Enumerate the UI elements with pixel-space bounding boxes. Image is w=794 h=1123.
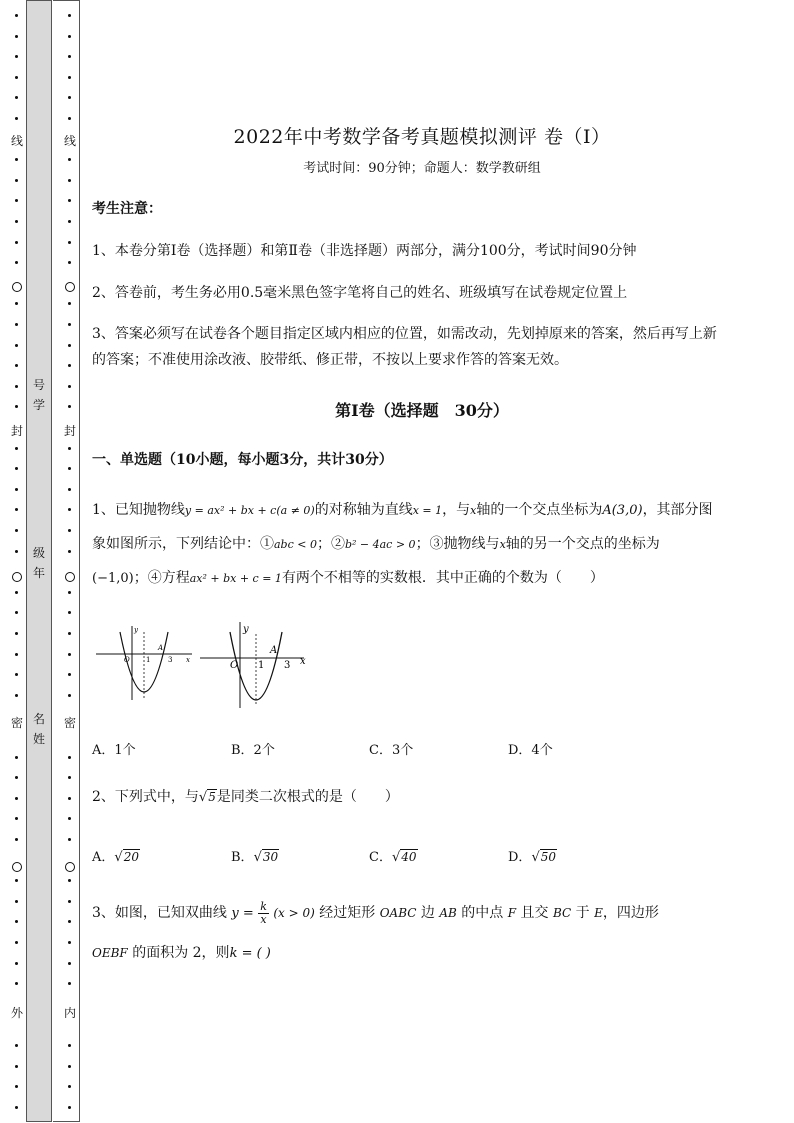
notice-item-1: 1、本卷分第Ⅰ卷（选择题）和第Ⅱ卷（非选择题）两部分，满分100分，考试时间90分钟 bbox=[92, 243, 637, 259]
margin-dot bbox=[68, 323, 71, 326]
notice-item-3-cont: 的答案；不准使用涂改液、胶带纸、修正带，不按以上要求作答的答案无效。 bbox=[92, 352, 568, 368]
margin-dot bbox=[15, 879, 18, 882]
page-title: 2022年中考数学备考真题模拟测评 卷（Ⅰ） bbox=[233, 126, 611, 148]
q3-stem-line-2 bbox=[92, 940, 752, 967]
margin-dot bbox=[15, 1044, 18, 1047]
graph1-3-label: 3 bbox=[168, 656, 173, 664]
margin-dot bbox=[15, 467, 18, 470]
margin-dot bbox=[15, 529, 18, 532]
margin-dot bbox=[15, 632, 18, 635]
margin-dot bbox=[68, 797, 71, 800]
margin-dot bbox=[68, 611, 71, 614]
graph2-1-label: 1 bbox=[258, 660, 265, 671]
q3-quad: OEBF bbox=[92, 946, 128, 960]
q3-text: 于 bbox=[575, 905, 590, 921]
q2-option-d[interactable]: D．√50 bbox=[508, 850, 557, 865]
q1-text: 1、已知抛物线 bbox=[92, 502, 185, 518]
q2-text: 是同类二次根式的是（ ） bbox=[216, 789, 399, 805]
q1-text: ；③抛物线与 bbox=[415, 536, 500, 552]
margin-dot bbox=[68, 364, 71, 367]
margin-dot bbox=[15, 488, 18, 491]
margin-dot bbox=[15, 611, 18, 614]
q1-text: 轴的另一个交点的坐标为 bbox=[505, 536, 660, 552]
margin-dot bbox=[15, 96, 18, 99]
student-info-strip bbox=[26, 0, 52, 1122]
margin-circle-icon bbox=[65, 572, 75, 582]
graph1-x-label: x bbox=[186, 656, 190, 664]
margin-dot bbox=[15, 1085, 18, 1088]
margin-dot bbox=[68, 447, 71, 450]
q1-text: ，与 bbox=[442, 502, 471, 518]
margin-dot bbox=[15, 694, 18, 697]
margin-dot bbox=[15, 261, 18, 264]
option-letter: A． bbox=[92, 850, 115, 865]
q1-graph-main bbox=[200, 620, 310, 710]
q1-point: (−1,0) bbox=[92, 571, 134, 586]
margin-dot bbox=[15, 1106, 18, 1109]
margin-circle-icon bbox=[12, 282, 22, 292]
q1-option-a[interactable]: A．1个 bbox=[92, 743, 136, 758]
margin-dot bbox=[15, 1065, 18, 1068]
margin-dot bbox=[15, 941, 18, 944]
margin-dot bbox=[15, 550, 18, 553]
margin-dot bbox=[68, 941, 71, 944]
q2-text: 2、下列式中，与 bbox=[92, 789, 199, 805]
label-ji: 级 bbox=[32, 546, 45, 560]
margin-dot bbox=[68, 508, 71, 511]
q1-option-d[interactable]: D．4个 bbox=[508, 743, 553, 758]
q2-stem: 2、下列式中，与√5是同类二次根式的是（ ） bbox=[92, 789, 399, 805]
margin-dot bbox=[68, 179, 71, 182]
q3-text: 的中点 bbox=[461, 905, 504, 921]
graph2-y-label: y bbox=[243, 624, 249, 635]
part-heading: 一、单选题（10小题，每小题3分，共计30分） bbox=[92, 452, 393, 468]
graph1-y-label: y bbox=[134, 626, 138, 634]
outer-margin-char: 密 bbox=[10, 716, 23, 730]
q3-text: 3、如图，已知双曲线 bbox=[92, 905, 227, 921]
margin-dot bbox=[68, 55, 71, 58]
q2-option-a[interactable]: A．√20 bbox=[92, 850, 139, 865]
margin-dot bbox=[15, 220, 18, 223]
option-letter: C． bbox=[369, 850, 392, 865]
q3-stem-line-1 bbox=[92, 898, 752, 929]
option-letter: B． bbox=[231, 850, 254, 865]
q1-x-var: x bbox=[470, 504, 477, 517]
margin-dot bbox=[68, 467, 71, 470]
inner-margin-char: 内 bbox=[63, 1006, 76, 1020]
margin-dot bbox=[68, 1106, 71, 1109]
margin-dot bbox=[68, 158, 71, 161]
margin-dot bbox=[15, 838, 18, 841]
q1-conclusion-1: abc < 0 bbox=[274, 538, 317, 551]
q2-option-c[interactable]: C．√40 bbox=[369, 850, 417, 865]
margin-dot bbox=[15, 302, 18, 305]
margin-dot bbox=[15, 323, 18, 326]
q3-text: 经过矩形 bbox=[319, 905, 376, 921]
margin-dot bbox=[68, 14, 71, 17]
q1-point-a: A(3,0) bbox=[602, 503, 643, 518]
margin-dot bbox=[68, 962, 71, 965]
label-xing: 姓 bbox=[32, 732, 45, 746]
margin-dot bbox=[15, 776, 18, 779]
outer-margin-char: 线 bbox=[10, 134, 23, 148]
margin-dot bbox=[68, 694, 71, 697]
margin-dot bbox=[15, 385, 18, 388]
label-ming: 名 bbox=[32, 712, 45, 726]
q3-text: 边 bbox=[420, 905, 435, 921]
margin-circle-icon bbox=[65, 862, 75, 872]
graph1-1-label: 1 bbox=[146, 656, 151, 664]
q1-graph-small bbox=[96, 622, 196, 702]
q3-frac-num: k bbox=[260, 899, 267, 913]
margin-dot bbox=[15, 817, 18, 820]
q1-line-2 bbox=[92, 531, 752, 558]
inner-margin-char: 封 bbox=[63, 424, 76, 438]
margin-dot bbox=[68, 632, 71, 635]
notice-heading: 考生注意： bbox=[92, 201, 162, 217]
margin-dot bbox=[15, 364, 18, 367]
margin-dot bbox=[68, 529, 71, 532]
q2-root: 5 bbox=[208, 790, 216, 804]
q1-text: 轴的一个交点坐标为 bbox=[476, 502, 603, 518]
margin-dot bbox=[68, 673, 71, 676]
margin-dot bbox=[15, 797, 18, 800]
margin-dot bbox=[68, 817, 71, 820]
graph2-x-label: x bbox=[300, 656, 306, 667]
inner-dotted-line bbox=[65, 0, 75, 1123]
margin-dot bbox=[68, 117, 71, 120]
margin-dot bbox=[15, 962, 18, 965]
margin-circle-icon bbox=[65, 282, 75, 292]
graph1-o-label: O bbox=[124, 656, 130, 664]
label-nian: 年 bbox=[32, 566, 45, 580]
q1-text: ；② bbox=[316, 536, 345, 552]
margin-circle-icon bbox=[12, 862, 22, 872]
graph1-a-label: A bbox=[158, 644, 164, 652]
q3-cond: (x > 0) bbox=[273, 906, 315, 920]
margin-dot bbox=[15, 199, 18, 202]
q3-k: k = ( ) bbox=[229, 946, 271, 961]
outer-margin-char: 外 bbox=[10, 1006, 23, 1020]
margin-dot bbox=[68, 756, 71, 759]
margin-dot bbox=[15, 756, 18, 759]
margin-circle-icon bbox=[12, 572, 22, 582]
margin-dot bbox=[15, 405, 18, 408]
margin-dot bbox=[15, 76, 18, 79]
margin-dot bbox=[15, 158, 18, 161]
q3-text: ，四边形 bbox=[602, 905, 659, 921]
q1-option-b[interactable]: B．2个 bbox=[231, 743, 275, 758]
outer-margin-char: 封 bbox=[10, 424, 23, 438]
inner-margin-char: 密 bbox=[63, 716, 76, 730]
margin-dot bbox=[15, 447, 18, 450]
q1-text: ；④方程 bbox=[133, 570, 190, 586]
margin-dot bbox=[68, 302, 71, 305]
q1-text: 象如图所示，下列结论中：① bbox=[92, 536, 274, 552]
q1-conclusion-2: b² − 4ac > 0 bbox=[344, 538, 416, 551]
q3-text: 的面积为 2，则 bbox=[132, 945, 230, 961]
margin-dot bbox=[68, 591, 71, 594]
q3-text: 且交 bbox=[520, 905, 549, 921]
margin-dot bbox=[15, 117, 18, 120]
graph2-o-label: O bbox=[230, 660, 239, 671]
margin-dot bbox=[68, 900, 71, 903]
margin-dot bbox=[15, 241, 18, 244]
margin-dot bbox=[15, 591, 18, 594]
exam-subtitle: 考试时间：90分钟；命题人：数学教研组 bbox=[303, 161, 541, 176]
q1-text: 有两个不相等的实数根．其中正确的个数为（ ） bbox=[281, 570, 604, 586]
margin-dot bbox=[68, 405, 71, 408]
q1-line-1 bbox=[92, 497, 752, 524]
notice-item-3: 3、答案必须写在试卷各个题目指定区域内相应的位置，如需改动，先划掉原来的答案，然后再写上新 bbox=[92, 326, 717, 342]
option-root: 40 bbox=[401, 850, 417, 864]
margin-dot bbox=[15, 653, 18, 656]
margin-dot bbox=[68, 96, 71, 99]
margin-dot bbox=[68, 261, 71, 264]
option-root: 50 bbox=[540, 850, 557, 864]
margin-dot bbox=[15, 508, 18, 511]
margin-dot bbox=[68, 385, 71, 388]
margin-dot bbox=[15, 673, 18, 676]
margin-dot bbox=[68, 1085, 71, 1088]
q3-y: y = bbox=[231, 906, 254, 921]
option-letter: D． bbox=[508, 850, 532, 865]
q1-option-c[interactable]: C．3个 bbox=[369, 743, 414, 758]
label-xue: 学 bbox=[32, 398, 45, 412]
margin-dot bbox=[68, 76, 71, 79]
q3-frac-den: x bbox=[260, 912, 267, 926]
section-title: 第Ⅰ卷（选择题 30分） bbox=[335, 401, 509, 420]
margin-dot bbox=[15, 900, 18, 903]
margin-dot bbox=[68, 920, 71, 923]
margin-dot bbox=[68, 35, 71, 38]
q3-f: F bbox=[507, 906, 517, 920]
margin-dot bbox=[15, 55, 18, 58]
q1-x-var: x bbox=[499, 538, 506, 551]
margin-dot bbox=[68, 488, 71, 491]
notice-item-2: 2、答卷前，考生务必用0.5毫米黑色签字笔将自己的姓名、班级填写在试卷规定位置上 bbox=[92, 285, 628, 301]
outer-dotted-line bbox=[12, 0, 22, 1123]
q2-option-b[interactable]: B．√30 bbox=[231, 850, 279, 865]
q3-rect: OABC bbox=[379, 906, 417, 920]
margin-dot bbox=[68, 653, 71, 656]
option-root: 30 bbox=[262, 850, 279, 864]
graph2-3-label: 3 bbox=[284, 660, 291, 671]
margin-dot bbox=[15, 14, 18, 17]
margin-dot bbox=[68, 838, 71, 841]
label-hao: 号 bbox=[32, 378, 45, 392]
margin-dot bbox=[68, 241, 71, 244]
margin-dot bbox=[15, 982, 18, 985]
margin-dot bbox=[68, 199, 71, 202]
margin-dot bbox=[15, 35, 18, 38]
q3-bc: BC bbox=[552, 906, 572, 920]
option-root: 20 bbox=[123, 850, 139, 864]
margin-dot bbox=[68, 1044, 71, 1047]
margin-dot bbox=[15, 344, 18, 347]
q3-e: E bbox=[594, 906, 603, 920]
margin-dot bbox=[15, 179, 18, 182]
q1-text: ，其部分图 bbox=[642, 502, 713, 518]
margin-dot bbox=[68, 344, 71, 347]
margin-dot bbox=[68, 776, 71, 779]
margin-dot bbox=[68, 982, 71, 985]
margin-dot bbox=[15, 920, 18, 923]
q3-fraction bbox=[258, 901, 269, 926]
q3-side: AB bbox=[439, 906, 457, 920]
q1-axis-eq: x = 1 bbox=[412, 504, 443, 517]
q1-equation-4: ax² + bx + c = 1 bbox=[189, 572, 282, 585]
margin-dot bbox=[68, 1065, 71, 1068]
inner-margin-char: 线 bbox=[63, 134, 76, 148]
margin-dot bbox=[68, 879, 71, 882]
q1-text: 的对称轴为直线 bbox=[314, 502, 413, 518]
margin-dot bbox=[68, 220, 71, 223]
q1-line-3 bbox=[92, 565, 752, 592]
graph2-a-label: A bbox=[270, 645, 278, 656]
q1-parabola-eq: y = ax² + bx + c(a ≠ 0) bbox=[184, 504, 315, 517]
margin-dot bbox=[68, 550, 71, 553]
